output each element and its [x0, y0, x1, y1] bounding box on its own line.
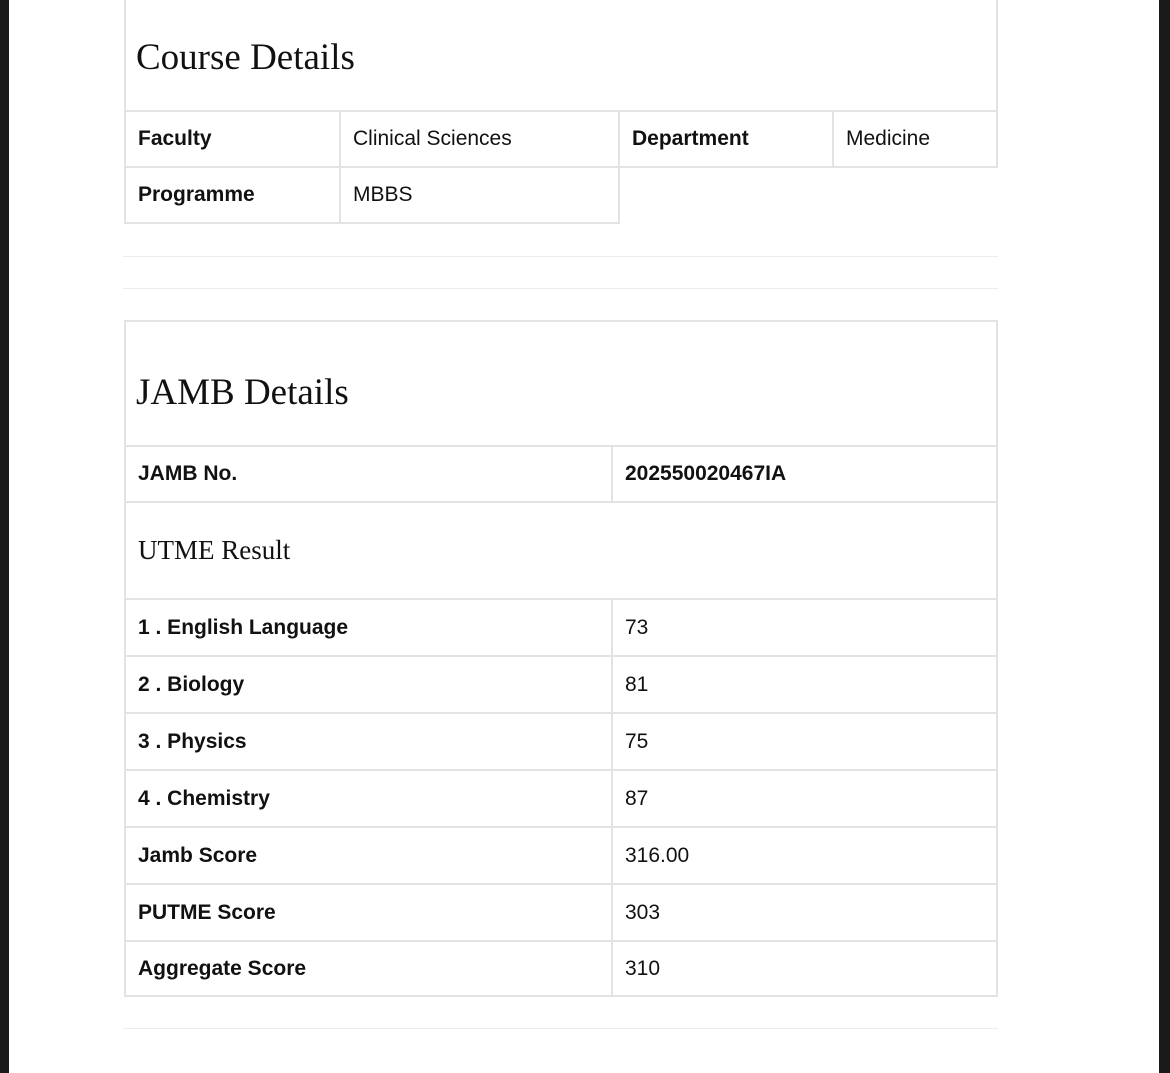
- putme-score-label: PUTME Score: [124, 883, 613, 942]
- subject-score: 81: [611, 655, 998, 714]
- document-page: [9, 0, 1159, 1073]
- faculty-value: Clinical Sciences: [339, 110, 620, 168]
- subject-score: 87: [611, 769, 998, 828]
- subject-label: 1 . English Language: [124, 598, 613, 657]
- programme-value: MBBS: [339, 166, 620, 224]
- aggregate-score-label: Aggregate Score: [124, 940, 613, 997]
- aggregate-score-value: 310: [611, 940, 998, 997]
- putme-score-value: 303: [611, 883, 998, 942]
- department-label: Department: [618, 110, 834, 168]
- utme-result-heading: UTME Result: [124, 501, 998, 600]
- jamb-no-value: 202550020467IA: [611, 445, 998, 503]
- faculty-label: Faculty: [124, 110, 341, 168]
- subject-label: 3 . Physics: [124, 712, 613, 771]
- subject-label: 2 . Biology: [124, 655, 613, 714]
- divider: [123, 288, 998, 289]
- department-value: Medicine: [832, 110, 998, 168]
- subject-score: 73: [611, 598, 998, 657]
- divider: [123, 256, 998, 257]
- jamb-score-label: Jamb Score: [124, 826, 613, 885]
- course-details-heading: Course Details: [136, 37, 355, 78]
- jamb-no-label: JAMB No.: [124, 445, 613, 503]
- programme-label: Programme: [124, 166, 341, 224]
- subject-label: 4 . Chemistry: [124, 769, 613, 828]
- jamb-score-value: 316.00: [611, 826, 998, 885]
- divider: [123, 1028, 998, 1029]
- subject-score: 75: [611, 712, 998, 771]
- jamb-details-heading: JAMB Details: [136, 372, 349, 413]
